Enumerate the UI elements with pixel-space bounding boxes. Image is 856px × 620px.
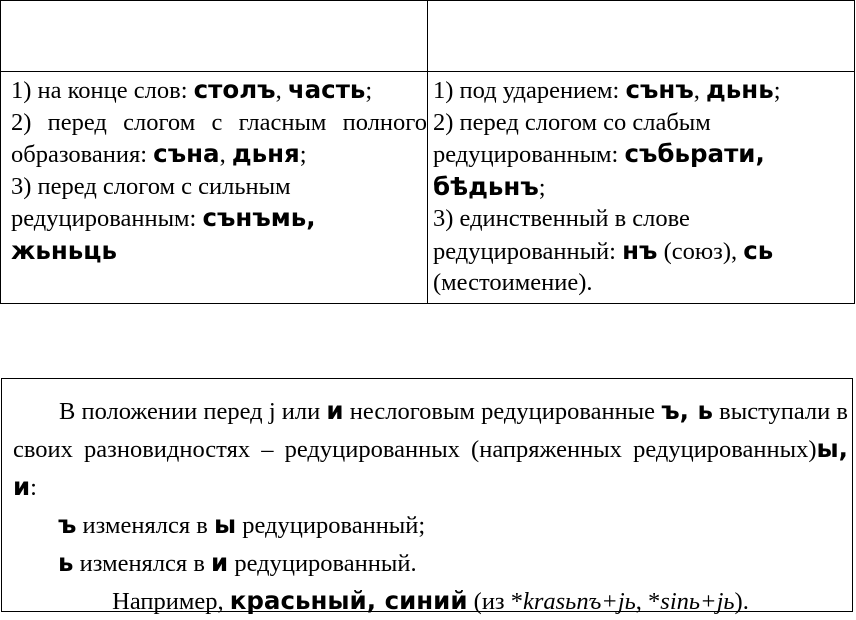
tense-reduced-note-box	[1, 378, 853, 615]
note-line-yer-front: ь изменялся в и редуцированный.	[58, 548, 417, 577]
note-line-yer-back: ъ изменялся в ы редуцированный;	[58, 510, 426, 539]
strong-positions-cell	[428, 72, 855, 304]
strong-item-2: 2) перед слогом со слабым редуцированным: събьрати, бѣдьнъ;	[433, 108, 765, 201]
table-header-row	[1, 1, 855, 72]
note-paragraph: В положении перед j или и неслоговым редуцированные ъ, ь выступали в своих разновидностях – редуцированных (напряженных редуцированных)ы, и:	[13, 396, 848, 501]
weak-item-2: 2) перед слогом с гласным полного образования: съна, дьня;	[11, 108, 427, 168]
strong-item-3: 3) единственный в слове редуцированный: нъ (союз), сь (местоимение).	[433, 205, 774, 296]
strong-item-1: 1) под ударением: сънъ, дьнь;	[433, 75, 781, 104]
header-cell-strong	[428, 1, 855, 72]
note-example-line: Например, красьный, синий (из *krasьnъ+jь, *sinь+jь).	[112, 586, 749, 615]
weak-positions-cell	[1, 72, 428, 304]
weak-item-1: 1) на конце слов: столъ, часть;	[11, 75, 373, 104]
reduced-vowels-table	[0, 0, 855, 304]
weak-item-3: 3) перед слогом с сильным редуцированным: сънъмь, жьньць	[11, 172, 316, 265]
table-body-row	[1, 72, 855, 304]
header-cell-weak	[1, 1, 428, 72]
